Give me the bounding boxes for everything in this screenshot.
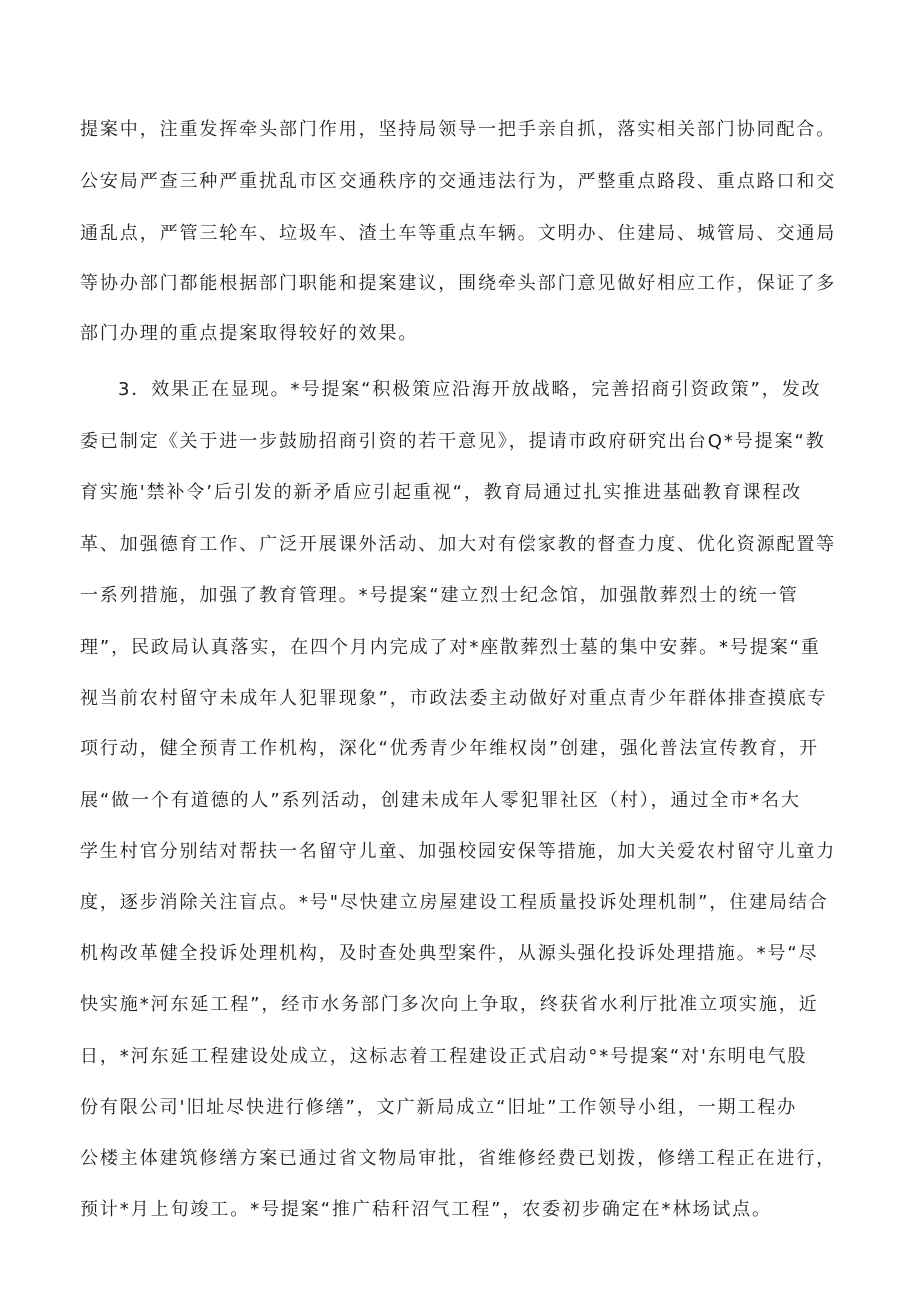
text-line: 预计*月上旬竣工。*号提案“推广秸秆沼气工程”，农委初步确定在*林场试点。 (80, 1199, 772, 1220)
text-line: 展“做一个有道德的人”系列活动，创建未成年人零犯罪社区（村），通过全市*名大 (80, 790, 801, 811)
text-line: 度，逐步消除关注盲点。*号"尽快建立房屋建设工程质量投诉处理机制”，住建局结合 (80, 892, 829, 913)
text-line: 3．效果正在显现。*号提案“积极策应沿海开放战略，完善招商引资政策”，发改 (118, 379, 822, 400)
text-line: 提案中，注重发挥牵头部门作用，坚持局领导一把手亲自抓，落实相关部门协同配合。 (80, 119, 837, 140)
text-line: 机构改革健全投诉处理机构，及时查处典型案件，从源头强化投诉处理措施。*号“尽 (80, 943, 819, 964)
text-line: 学生村官分别结对帮扶一名留守儿童、加强校园安保等措施，加大关爱农村留守儿童力 (80, 841, 837, 862)
text-line: 项行动，健全预青工作机构，深化“优秀青少年维权岗”创建，强化普法宣传教育，开 (80, 738, 819, 759)
text-line: 快实施*河东延工程”，经市水务部门多次向上争取，终获省水利厅批准立项实施，近 (80, 994, 819, 1015)
text-line: 视当前农村留守未成年人犯罪现象”，市政法委主动做好对重点青少年群体排查摸底专 (80, 688, 828, 709)
text-line: 等协办部门都能根据部门职能和提案建议，围绕牵头部门意见做好相应工作，保证了多 (80, 273, 837, 294)
text-line: 份有限公司'旧址尽快进行修缮”，文广新局成立“旧址”工作领导小组，一期工程办 (80, 1097, 798, 1118)
text-line: 公安局严查三种严重扰乱市区交通秩序的交通违法行为，严整重点路段、重点路口和交 (80, 171, 837, 192)
text-line: 部门办理的重点提案取得较好的效果。 (80, 323, 419, 344)
text-line: 公楼主体建筑修缮方案已通过省文物局审批，省维修经费已划拨，修缮工程正在进行， (80, 1148, 837, 1169)
text-line: 委已制定《关于进一步鼓励招商引资的若干意见》，提请市政府研究出台Q*号提案“教 (80, 431, 826, 452)
text-line: 革、加强德育工作、广泛开展课外活动、加大对有偿家教的督查力度、优化资源配置等 (80, 534, 837, 555)
text-line: 一系列措施，加强了教育管理。*号提案“建立烈士纪念馆，加强散葬烈士的统一管 (80, 585, 799, 606)
text-line: 育实施'禁补令’后引发的新矛盾应引起重视“，教育局通过扎实推进基础教育课程改 (80, 482, 803, 503)
text-line: 通乱点，严管三轮车、垃圾车、渣土车等重点车辆。文明办、住建局、城管局、交通局 (80, 223, 837, 244)
text-line: 日，*河东延工程建设处成立，这标志着工程建设正式启动°*号提案“对'东明电气股 (80, 1046, 808, 1067)
text-line: 理”，民政局认真落实，在四个月内完成了对*座散葬烈士墓的集中安葬。*号提案“重 (80, 637, 821, 658)
